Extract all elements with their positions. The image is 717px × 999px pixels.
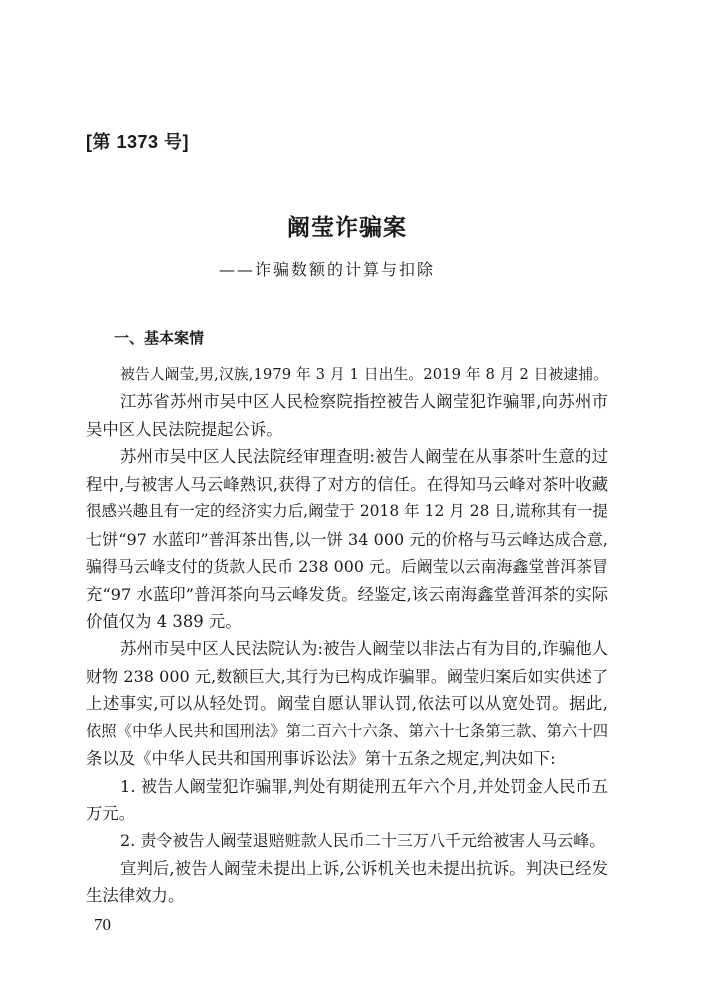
paragraph-line: 被告人阚莹,男,汉族,1979 年 3 月 1 日出生。2019 年 8 月 2 日被逮捕。 xyxy=(120,366,608,383)
paragraph-line: 充“97 水蓝印”普洱茶向马云峰发货。经鉴定,该云南海鑫堂普洱茶的实际 xyxy=(86,584,608,604)
paragraph-line: 宣判后,被告人阚莹未提出上诉,公诉机关也未提出抗诉。判决已经发 xyxy=(120,858,608,878)
paragraph-line: 江苏省苏州市吴中区人民检察院指控被告人阚莹犯诈骗罪,向苏州市 xyxy=(120,392,608,412)
paragraph-line: 万元。 xyxy=(86,804,136,823)
case-number: [第 1373 号] xyxy=(86,132,190,152)
paragraph-line: 2. 责令被告人阚莹退赔赃款人民币二十三万八千元给被害人马云峰。 xyxy=(120,831,606,851)
document-title: 阚莹诈骗案 xyxy=(287,214,407,241)
section-heading: 一、基本案情 xyxy=(114,329,205,347)
paragraph-line: 吴中区人民法院提起公诉。 xyxy=(86,419,283,439)
paragraph-line: 很感兴趣且有一定的经济实力后,阚莹于 2018 年 12 月 28 日,谎称其有一提 xyxy=(86,502,608,521)
paragraph-line: 财物 238 000 元,数额巨大,其行为已构成诈骗罪。阚莹归案后如实供述了 xyxy=(86,666,608,686)
page-number: 70 xyxy=(94,915,111,934)
paragraph-line: 七饼“97 水蓝印”普洱茶出售,以一饼 34 000 元的价格与马云峰达成合意, xyxy=(86,529,608,549)
paragraph-line: 1. 被告人阚莹犯诈骗罪,判处有期徒刑五年六个月,并处罚金人民币五 xyxy=(120,776,608,796)
paragraph-line: 条以及《中华人民共和国刑事诉讼法》第十五条之规定,判决如下: xyxy=(86,749,556,769)
body-text xyxy=(86,361,608,910)
paragraph-line: 苏州市吴中区人民法院经审理查明:被告人阚莹在从事茶叶生意的过 xyxy=(120,447,608,467)
paragraph-line: 上述事实,可以从轻处罚。阚莹自愿认罪认罚,依法可以从宽处罚。据此, xyxy=(86,694,608,714)
paragraph-line: 苏州市吴中区人民法院认为:被告人阚莹以非法占有为目的,诈骗他人 xyxy=(120,639,608,659)
paragraph-line: 骗得马云峰支付的货款人民币 238 000 元。后阚莹以云南海鑫堂普洱茶冒 xyxy=(86,557,608,577)
paragraph-line: 价值仅为 4 389 元。 xyxy=(86,611,242,631)
paragraph-line: 程中,与被害人马云峰熟识,获得了对方的信任。在得知马云峰对茶叶收藏 xyxy=(86,474,608,494)
paragraph-line: 生法律效力。 xyxy=(86,886,185,906)
document-subtitle: ——诈骗数额的计算与扣除 xyxy=(218,260,435,279)
paragraph-line: 依照《中华人民共和国刑法》第二百六十六条、第六十七条第三款、第六十四 xyxy=(86,721,608,740)
